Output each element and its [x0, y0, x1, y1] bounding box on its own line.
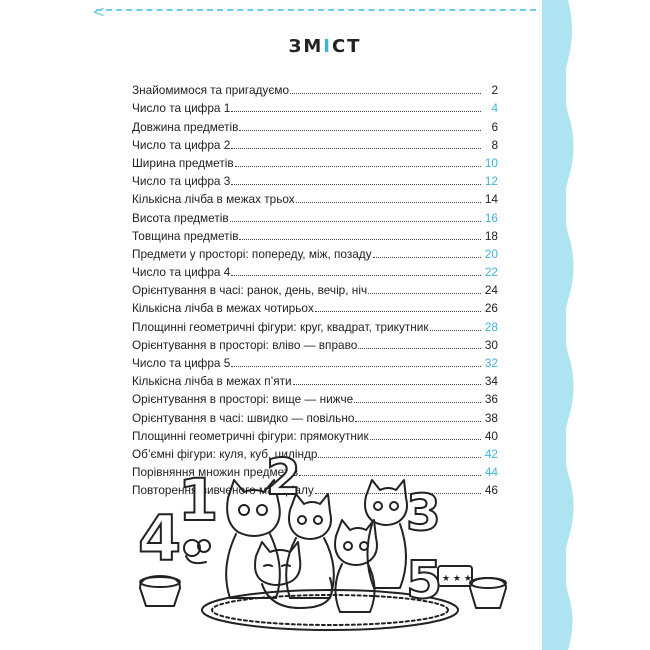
- toc-leader-dots: [230, 221, 481, 222]
- toc-leader-dots: [235, 166, 481, 167]
- toc-row[interactable]: [132, 134, 498, 152]
- title-letter-accent: І: [323, 36, 332, 57]
- toc-page-number: 8: [491, 137, 498, 152]
- toc-label: Число та цифра 1: [132, 101, 231, 116]
- toc-label: Кількісна лічба в межах трьох: [132, 192, 295, 207]
- title-letter: Т: [347, 36, 362, 57]
- digit-3: 3: [406, 484, 441, 542]
- toc-row[interactable]: [132, 188, 498, 206]
- table-of-contents: [132, 79, 498, 497]
- toc-label: Повторення вивченого матеріалу: [132, 483, 314, 498]
- toc-leader-dots: [354, 402, 481, 403]
- toc-page-number: 18: [484, 228, 498, 243]
- page-title: [0, 36, 650, 57]
- title-letter: М: [303, 36, 324, 57]
- mouse-icon: [184, 540, 210, 563]
- toc-label: Орієнтування в часі: ранок, день, вечір, ніч: [132, 283, 368, 298]
- toc-label: Число та цифра 2: [132, 137, 231, 152]
- toc-leader-dots: [370, 439, 481, 440]
- toc-row[interactable]: [132, 261, 498, 279]
- toc-label: Висота предметів: [132, 210, 229, 225]
- digit-5: 5: [406, 551, 443, 611]
- toc-label: Кількісна лічба в межах п’яти: [132, 374, 292, 389]
- toc-page-number: 16: [484, 210, 498, 225]
- toc-page-number: 44: [484, 465, 498, 480]
- toc-row[interactable]: [132, 170, 498, 188]
- cat-icon: [335, 520, 377, 612]
- toc-leader-dots: [293, 384, 481, 385]
- toc-label: Орієнтування в часі: швидко — повільно: [132, 410, 355, 425]
- toc-label: Орієнтування в просторі: вліво — вправо: [132, 337, 358, 352]
- toc-label: Площинні геометричні фігури: круг, квадрат, трикутник: [132, 319, 429, 334]
- toc-leader-dots: [368, 293, 481, 294]
- side-band-wave: [558, 0, 582, 650]
- toc-row[interactable]: [132, 206, 498, 224]
- cats-illustration: [130, 448, 526, 638]
- toc-row[interactable]: [132, 225, 498, 243]
- digit-2: 2: [266, 448, 301, 506]
- toc-page-number: 42: [484, 446, 498, 461]
- toc-row[interactable]: [132, 388, 498, 406]
- left-arrow-icon: <: [92, 2, 106, 21]
- toc-page-number: 26: [484, 301, 498, 316]
- toc-label: Число та цифра 5: [132, 356, 231, 370]
- toc-row[interactable]: [132, 352, 498, 370]
- toc-row[interactable]: [132, 370, 498, 388]
- toc-row[interactable]: [132, 243, 498, 261]
- bowl-icon: [470, 578, 506, 608]
- toc-leader-dots: [231, 275, 481, 276]
- toc-label: Довжина предметів: [132, 119, 239, 134]
- toc-row[interactable]: [132, 97, 498, 115]
- toc-leader-dots: [315, 311, 481, 312]
- toc-row[interactable]: [132, 425, 498, 443]
- toc-page-number: 6: [491, 119, 498, 134]
- bowl-icon: [140, 576, 180, 606]
- toc-leader-dots: [231, 184, 481, 185]
- toc-label: Орієнтування в просторі: вище — нижче: [132, 392, 354, 407]
- digit-4: 4: [138, 502, 182, 575]
- toc-label: Предмети у просторі: попереду, між, позаду: [132, 246, 372, 261]
- title-letter: С: [331, 36, 348, 57]
- toc-row[interactable]: [132, 152, 498, 170]
- toc-label: Число та цифра 4: [132, 265, 231, 280]
- toc-page-number: 28: [484, 319, 498, 334]
- toc-leader-dots: [430, 330, 481, 331]
- title-letter: З: [288, 36, 304, 57]
- toc-page-number: 14: [484, 192, 498, 207]
- toc-page-number: 2: [491, 83, 498, 98]
- toc-page-number: 46: [484, 483, 498, 498]
- toc-page-number: 20: [484, 246, 498, 261]
- box-label: ★ ★ ★: [442, 574, 472, 584]
- toc-label: Число та цифра 3: [132, 174, 231, 189]
- toc-page-number: 12: [484, 174, 498, 189]
- toc-row[interactable]: [132, 315, 498, 333]
- toc-label: Площинні геометричні фігури: прямокутник: [132, 428, 369, 443]
- toc-label: Ширина предметів: [132, 155, 234, 170]
- toc-page-number: 36: [484, 392, 498, 407]
- toc-row[interactable]: [132, 115, 498, 133]
- dashed-top-line: [96, 9, 536, 11]
- toc-page-number: 22: [484, 265, 498, 280]
- toc-page-number: 40: [484, 428, 498, 443]
- toc-row[interactable]: [132, 279, 498, 297]
- toc-page-number: 30: [484, 337, 498, 352]
- toc-label: Кількісна лічба в межах чотирьох: [132, 301, 314, 316]
- toc-row[interactable]: [132, 334, 498, 352]
- toc-leader-dots: [373, 257, 481, 258]
- toc-leader-dots: [231, 366, 481, 367]
- toc-row[interactable]: [132, 297, 498, 315]
- toc-label: Об’ємні фігури: куля, куб, циліндр: [132, 446, 318, 461]
- toc-leader-dots: [290, 93, 481, 94]
- toc-page-number: 34: [484, 374, 498, 389]
- toc-leader-dots: [355, 421, 481, 422]
- toc-row[interactable]: [132, 406, 498, 424]
- toc-page-number: 32: [484, 356, 498, 370]
- toc-leader-dots: [358, 348, 481, 349]
- toc-leader-dots: [231, 111, 481, 112]
- toc-label: Знайомимося та пригадуємо: [132, 83, 290, 98]
- digit-1: 1: [178, 466, 219, 534]
- toc-page-number: 38: [484, 410, 498, 425]
- toc-leader-dots: [296, 202, 481, 203]
- toc-page-number: 4: [491, 101, 498, 116]
- toc-label: Товщина предметів: [132, 228, 239, 243]
- toc-label: Порівняння множин предметів: [132, 465, 299, 480]
- cat-icon: [286, 494, 334, 598]
- toc-page-number: 10: [484, 155, 498, 170]
- toc-page-number: 24: [484, 283, 498, 298]
- toc-leader-dots: [231, 148, 481, 149]
- toc-leader-dots: [239, 130, 481, 131]
- toc-row[interactable]: [132, 79, 498, 97]
- toc-leader-dots: [239, 239, 481, 240]
